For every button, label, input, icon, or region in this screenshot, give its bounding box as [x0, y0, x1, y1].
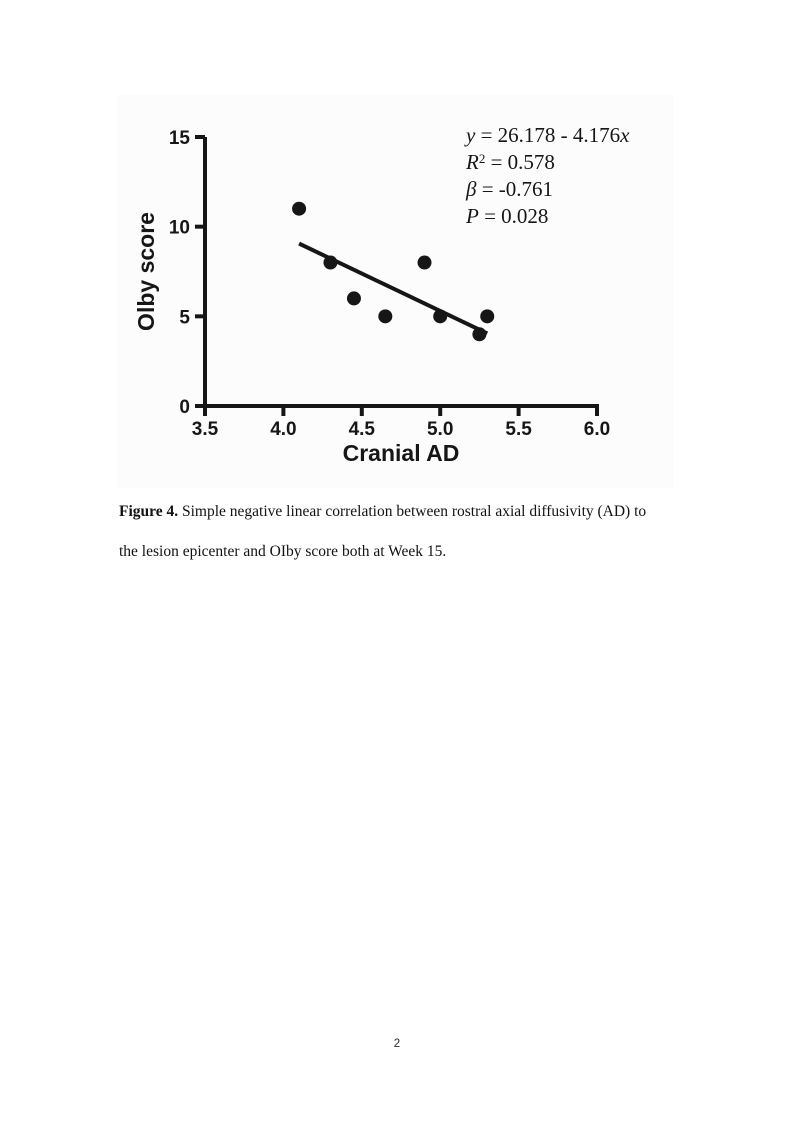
y-tick-label: 5 — [179, 307, 190, 329]
equation-segment: x — [620, 123, 630, 147]
figure-caption-label: Figure 4. — [119, 503, 179, 520]
data-point — [347, 291, 361, 305]
data-point — [480, 309, 494, 323]
page-number: 2 — [393, 1038, 401, 1050]
figure-caption-line-2 — [119, 543, 446, 561]
x-tick-label: 4.0 — [270, 419, 297, 440]
regression-stats-block — [466, 122, 630, 230]
equation-segment: R — [466, 150, 479, 174]
y-tick-label: 0 — [179, 397, 190, 418]
figure-caption-text-2: the lesion epicenter and OIby score both at Week 15. — [119, 543, 447, 560]
x-tick-label: 5.5 — [505, 419, 532, 440]
data-point — [472, 327, 486, 341]
equation-line — [466, 176, 630, 203]
x-tick-label: 6.0 — [583, 419, 611, 440]
data-point — [292, 202, 306, 216]
equation-segment: y — [466, 123, 476, 147]
equation-segment: = 0.578 — [485, 150, 555, 174]
x-tick-label: 5.0 — [426, 419, 454, 440]
equation-segment: β — [466, 177, 477, 201]
equation-segment: = -0.761 — [476, 177, 554, 201]
data-point — [418, 256, 432, 270]
y-tick-label: 10 — [168, 217, 190, 239]
equation-line — [466, 122, 630, 149]
data-point — [378, 309, 392, 323]
figure-caption-line-1 — [119, 503, 646, 521]
figure-image — [118, 95, 673, 488]
figure-caption-text-1: Simple negative linear correlation between rostral axial diffusivity (AD) to — [178, 503, 647, 520]
page-number-footer — [0, 1038, 794, 1050]
equation-segment: = 0.028 — [478, 204, 549, 228]
x-tick-label: 4.5 — [348, 419, 376, 440]
equation-segment: P — [466, 204, 479, 228]
x-axis-title: Cranial AD — [342, 440, 460, 466]
data-point — [323, 256, 337, 270]
equation-line — [466, 203, 630, 230]
equation-segment: 2 — [478, 151, 486, 167]
equation-line — [466, 149, 630, 176]
data-point — [433, 309, 447, 323]
equation-segment: = 26.178 - 4.176 — [475, 123, 621, 147]
y-tick-label: 15 — [168, 128, 190, 149]
x-tick-label: 3.5 — [191, 419, 219, 440]
y-axis-title: Olby score — [133, 212, 159, 331]
